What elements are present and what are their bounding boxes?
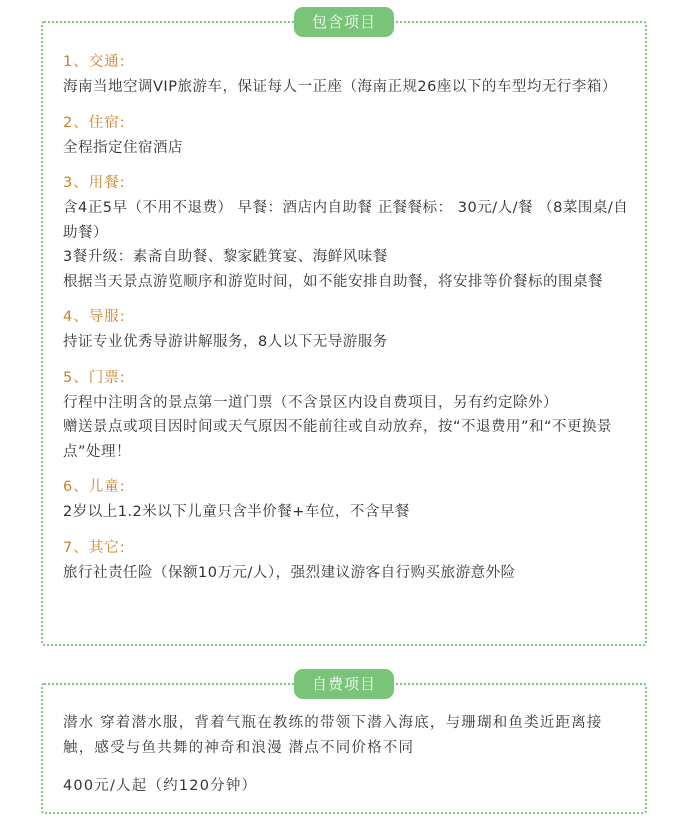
section-text: 海南当地空调VIP旅游车，保证每人一正座（海南正规26座以下的车型均无行李箱） [63,79,617,95]
section-title: 3、用餐: [63,175,126,191]
section-text: 含4正5早（不用不退费） 早餐：酒店内自助餐 正餐餐标： 30元/人/餐 （8菜围桌/自助餐） [63,200,629,241]
optional-items-title: 自费项目 [294,669,394,699]
section-accommodation [63,111,631,161]
section-text: 赠送景点或项目因时间或天气原因不能前往或自动放弃，按“不退费用”和“不更换景点”处理！ [63,419,613,460]
section-title: 2、住宿: [63,114,126,131]
section-text: 2岁以上1.2米以下儿童只含半价餐+车位，不含早餐 [63,504,410,520]
section-title: 4、导服: [63,309,126,325]
optional-items-panel [41,675,647,814]
included-items-content [63,50,631,585]
section-other [63,536,631,586]
section-title: 5、门票: [63,369,126,386]
included-items-panel [41,13,647,646]
section-children [63,475,631,525]
section-meals [63,171,631,294]
section-text: 行程中注明含的景点第一道门票（不含景区内设自费项目，另有约定除外） [63,394,558,411]
section-text: 全程指定住宿酒店 [63,139,183,156]
section-text: 持证专业优秀导游讲解服务，8人以下无导游服务 [63,334,388,350]
optional-item-description: 潜水 穿着潜水服，背着气瓶在教练的带领下潜入海底，与珊瑚和鱼类近距离接触，感受与鱼共舞的神奇和浪漫 潜点不同价格不同 [63,715,603,756]
section-transport [63,50,631,100]
section-title: 6、儿童: [63,479,126,495]
section-text: 3餐升级：素斋自助餐、黎家鼪箕宴、海鲜风味餐 [63,249,388,265]
section-title: 1、交通: [63,54,126,70]
section-tickets [63,366,631,465]
optional-item-price: 400元/人起（约120分钟） [63,778,258,794]
section-text: 旅行社责任险（保额10万元/人），强烈建议游客自行购买旅游意外险 [63,564,516,581]
included-items-title: 包含项目 [294,7,394,37]
section-guide [63,305,631,355]
optional-items-content [63,711,631,799]
section-title: 7、其它: [63,539,126,556]
section-text: 根据当天景点游览顺序和游览时间，如不能安排自助餐，将安排等价餐标的围桌餐 [63,273,603,290]
